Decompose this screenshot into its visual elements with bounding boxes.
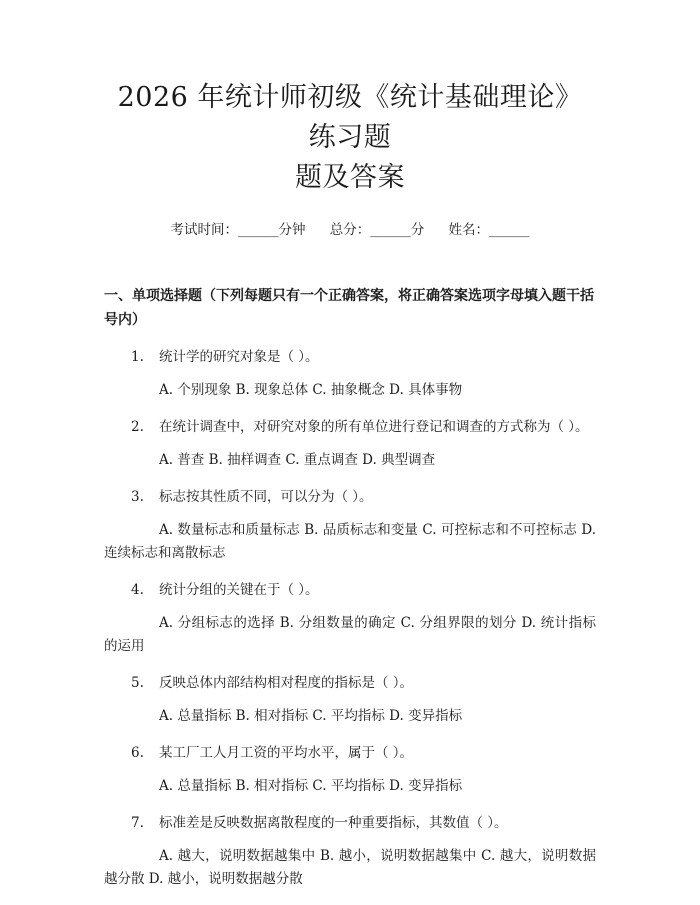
question-options: A. 总量指标 B. 相对指标 C. 平均指标 D. 变异指标 <box>159 778 463 794</box>
question-text: 统计学的研究对象是（ ）。 <box>159 349 319 365</box>
exam-score: 总分：______分 <box>329 222 425 238</box>
question-4 <box>104 579 596 658</box>
question-text: 统计分组的关键在于（ ）。 <box>159 582 319 598</box>
question-number: 2. <box>131 419 144 435</box>
question-options: A. 越大，说明数据越集中 B. 越小，说明数据越集中 C. 越大，说明数据越分散 D. 越小，说明数据越分散 <box>104 848 596 887</box>
question-number: 1. <box>131 349 144 365</box>
exam-name: 姓名：______ <box>448 222 530 238</box>
question-number: 5. <box>131 675 144 691</box>
question-text: 标志按其性质不同，可以分为（ ）。 <box>159 489 373 505</box>
question-7 <box>104 812 596 891</box>
question-number: 6. <box>131 745 144 761</box>
question-6 <box>104 742 596 798</box>
question-2 <box>104 416 596 472</box>
question-number: 3. <box>131 489 144 505</box>
section-heading: 一、单项选择题（下列每题只有一个正确答案，将正确答案选项字母填入题干括号内） <box>104 288 594 328</box>
question-options: A. 普查 B. 抽样调查 C. 重点调查 D. 典型调查 <box>159 452 436 468</box>
exam-info <box>104 220 596 240</box>
question-number: 7. <box>131 815 144 831</box>
question-options: A. 个别现象 B. 现象总体 C. 抽象概念 D. 具体事物 <box>159 382 463 398</box>
question-list <box>104 346 596 891</box>
question-5 <box>104 672 596 728</box>
question-options: A. 总量指标 B. 相对指标 C. 平均指标 D. 变异指标 <box>159 708 463 724</box>
document-title <box>104 78 596 198</box>
question-text: 反映总体内部结构相对程度的指标是（ ）。 <box>159 675 414 691</box>
question-1 <box>104 346 596 402</box>
title-line-1: 2026 年统计师初级《统计基础理论》练习题 <box>117 82 583 153</box>
question-3 <box>104 486 596 565</box>
exam-time: 考试时间：______分钟 <box>170 222 306 238</box>
question-options: A. 数量标志和质量标志 B. 品质标志和变量 C. 可控标志和不可控标志 D. 连续标志和离散标志 <box>104 522 596 561</box>
question-text: 标准差是反映数据离散程度的一种重要指标，其数值（ ）。 <box>159 815 508 831</box>
question-text: 在统计调查中，对研究对象的所有单位进行登记和调查的方式称为（ ）。 <box>159 419 589 435</box>
question-number: 4. <box>131 582 144 598</box>
question-options: A. 分组标志的选择 B. 分组数量的确定 C. 分组界限的划分 D. 统计指标的运用 <box>104 615 596 654</box>
title-line-2: 题及答案 <box>295 162 405 193</box>
question-text: 某工厂工人月工资的平均水平，属于（ ）。 <box>159 745 414 761</box>
